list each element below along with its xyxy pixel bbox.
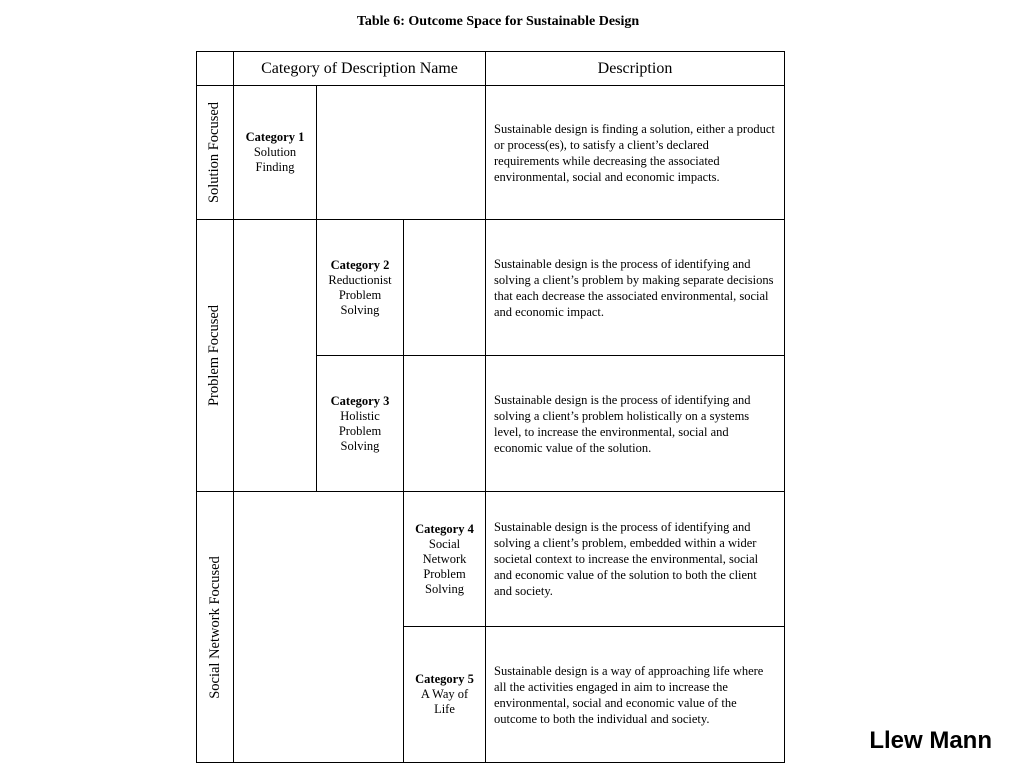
header-description: Description [597,59,673,77]
header-category: Category of Description Name [261,59,458,77]
author-name: Llew Mann [869,727,992,754]
category-3-cell: Category 3 Holistic Problem Solving [330,393,390,453]
description-2: Sustainable design is the process of identifying and solving a client’s problem by making separate decisions that each decrease the associated environmental, social and economic impact. [494,256,774,319]
description-1: Sustainable design is finding a solution, either a product or process(es), to satisfy a client’s declared requirements while decreasing the associated environmental, social and economic impacts. [494,121,775,184]
group-solution-focused: Solution Focused [206,101,223,204]
table-title: Table 6: Outcome Space for Sustainable Design [356,14,640,29]
group-problem-focused: Problem Focused [206,304,223,407]
group-social-network-focused: Social Network Focused [206,555,223,699]
description-4: Sustainable design is the process of identifying and solving a client’s problem, embedded within a wider societal context to increase the environmental, social and economic value of the solution to both the client and society. [494,520,759,598]
category-2-cell: Category 2 Reductionist Problem Solving [328,257,392,317]
outcome-space-table [196,51,785,763]
description-3: Sustainable design is the process of identifying and solving a client’s problem holistically on a systems level, to increase the environmental, social and economic value of the solution. [494,392,751,455]
description-5: Sustainable design is a way of approaching life where all the activities engaged in aim to increase the environmental, social and economic value of the outcome to both the individual and society. [494,663,764,726]
category-1-cell: Category 1 Solution Finding [245,130,305,174]
category-5-cell: Category 5 A Way of Life [415,672,474,716]
category-4-cell: Category 4 Social Network Problem Solving [415,521,474,596]
